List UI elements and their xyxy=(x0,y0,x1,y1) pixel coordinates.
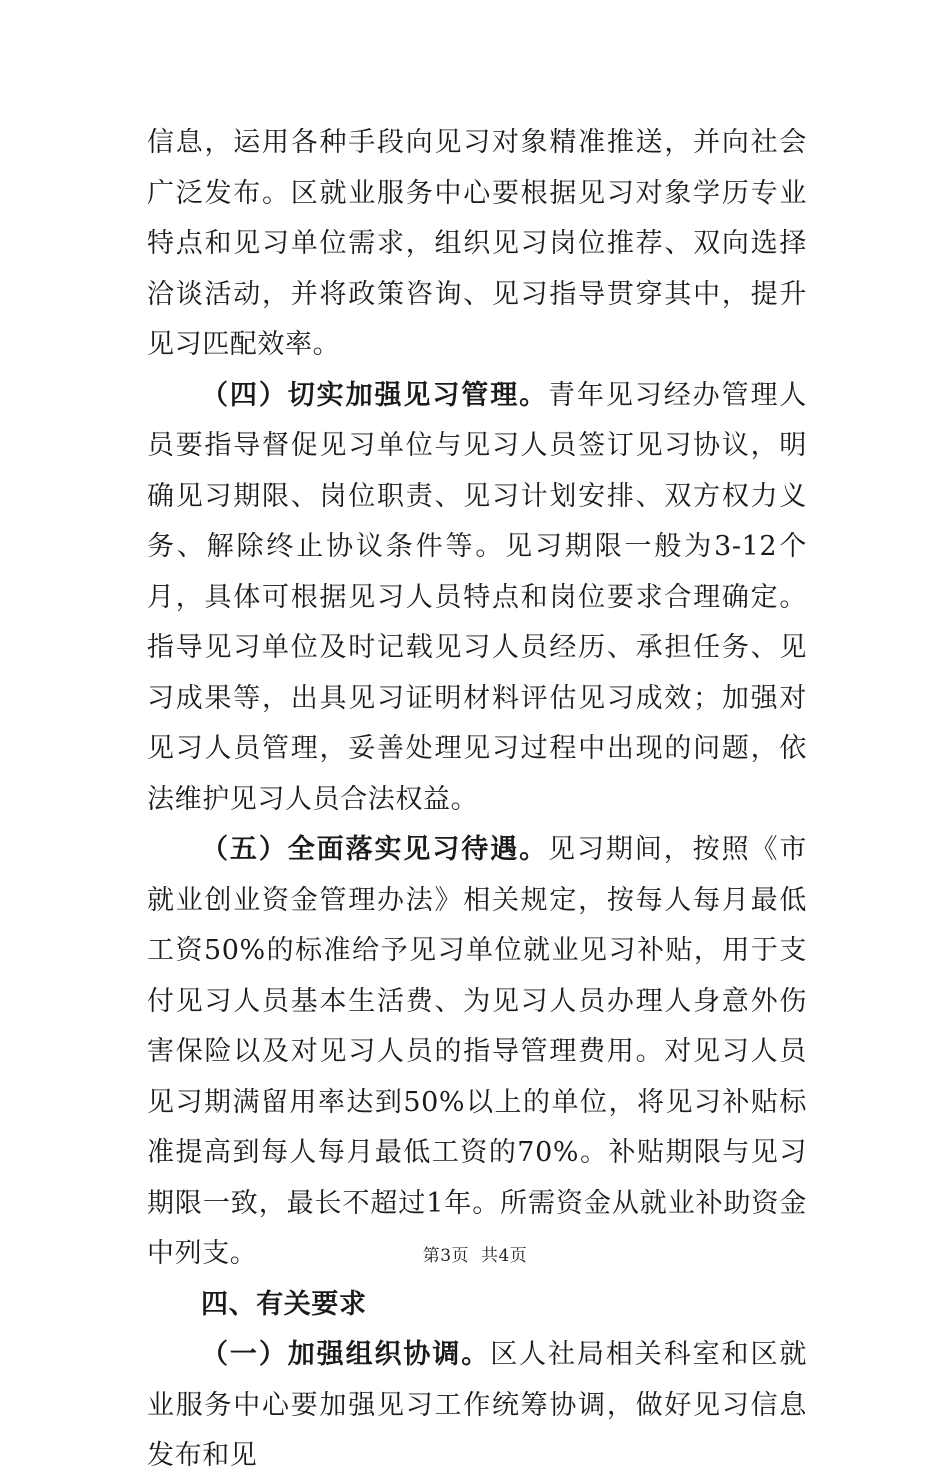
paragraph-text: 区人社局相关科室和区就业服务中心要加强见习工作统筹协调，做好见习信息发布和见 xyxy=(147,1339,807,1471)
paragraph-text: 信息，运用各种手段向见习对象精准推送，并向社会广泛发布。区就业服务中心要根据见习对象学历专业特点和见习单位需求，组织见习岗位推荐、双向选择洽谈活动，并将政策咨询、见习指导贯穿其中，提升见习匹配效率。 xyxy=(147,127,807,360)
page-footer xyxy=(0,1241,950,1266)
paragraph-text: 见习期间，按照《市就业创业资金管理办法》相关规定，按每人每月最低工资50%的标准给予见习单位就业见习补贴，用于支付见习人员基本生活费、为见习人员办理人身意外伤害保险以及对见习人员的指导管理费用。对见习人员见习期满留用率达到50%以上的单位，将见习补贴标准提高到每人每月最低工资的70%。补贴期限与见习期限一致，最长不超过1年。所需资金从就业补助资金中列支。 xyxy=(147,834,808,1269)
page-number: 第3页 xyxy=(422,1246,470,1266)
section-title: 四、有关要求 xyxy=(201,1288,367,1320)
page-total: 共4页 xyxy=(480,1246,528,1266)
document-body xyxy=(147,118,807,1482)
section-heading: （四）切实加强见习管理。 xyxy=(201,379,549,411)
paragraph-internship-management xyxy=(147,371,807,826)
section-heading: （一）加强组织协调。 xyxy=(201,1339,491,1370)
paragraph-internship-benefits xyxy=(147,825,807,1280)
paragraph-continued xyxy=(147,118,807,371)
section-heading: （五）全面落实见习待遇。 xyxy=(201,834,549,865)
paragraph-text: 青年见习经办管理人员要指导督促见习单位与见习人员签订见习协议，明确见习期限、岗位职责、见习计划安排、双方权力义务、解除终止协议条件等。见习期限一般为3-12个月，具体可根据见习人员特点和岗位要求合理确定。指导见习单位及时记载见习人员经历、承担任务、见习成果等，出具见习证明材料评估见习成效；加强对见习人员管理，妥善处理见习过程中出现的问题，依法维护见习人员合法权益。 xyxy=(147,379,808,815)
paragraph-organization-coordination xyxy=(147,1330,807,1482)
paragraph-requirements-title xyxy=(147,1280,807,1331)
